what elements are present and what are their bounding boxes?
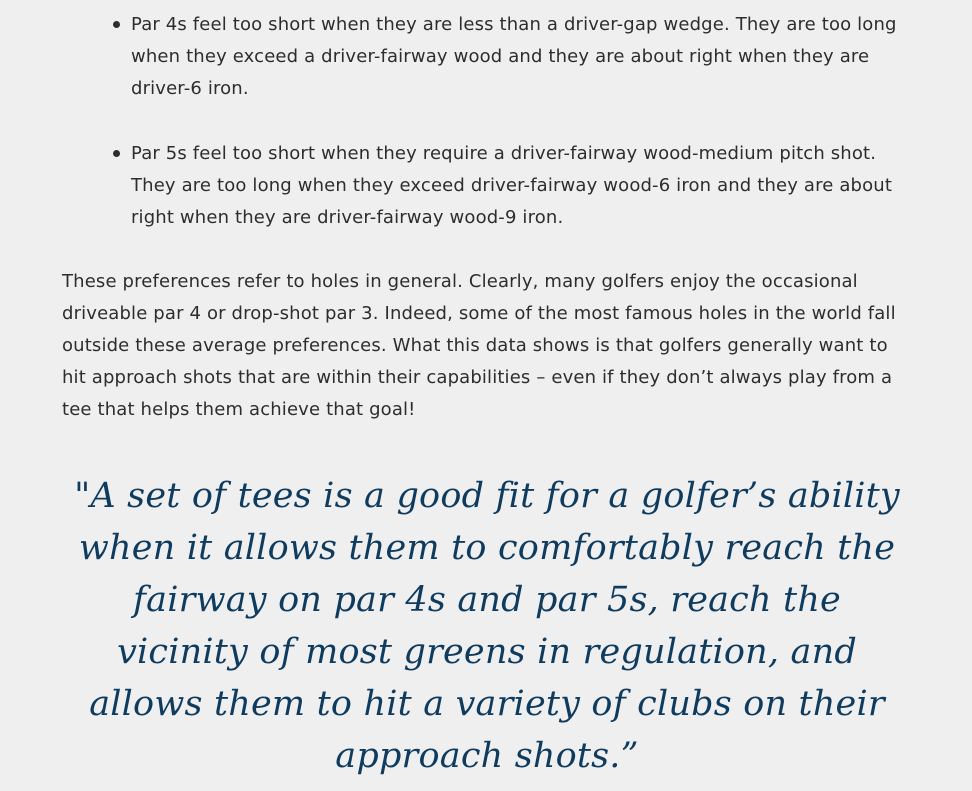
list-item [131,9,912,105]
bullet-icon [113,21,120,28]
preference-list [62,9,912,234]
pull-quote: "A set of tees is a good fit for a golfer’s ability when it allows them to comfortably reach the fairway on par 4s and par 5s, reach the vicinity of most greens in regulation, and allows them to hit a variety of clubs on their approach shots.” [74,476,900,776]
body-paragraph: These preferences refer to holes in general. Clearly, many golfers enjoy the occasional driveable par 4 or drop-shot par 3. Indeed, some of the most famous holes in the world fall outside these average preferences. What this data shows is that golfers generally want to hit approach shots that are within their capabilities – even if they don’t always play from a tee that helps them achieve that goal! [62,271,896,420]
bullet-icon [113,150,120,157]
list-item [131,138,912,234]
article-content [62,9,912,776]
list-item-text: Par 4s feel too short when they are less than a driver-gap wedge. They are too long when they exceed a driver-fairway wood and they are about right when they are driver-6 iron. [131,14,897,99]
list-item-text: Par 5s feel too short when they require a driver-fairway wood-medium pitch shot. They are too long when they exceed driver-fairway wood-6 iron and they are about right when they are driver-fairway wood-9 iron. [131,143,893,228]
